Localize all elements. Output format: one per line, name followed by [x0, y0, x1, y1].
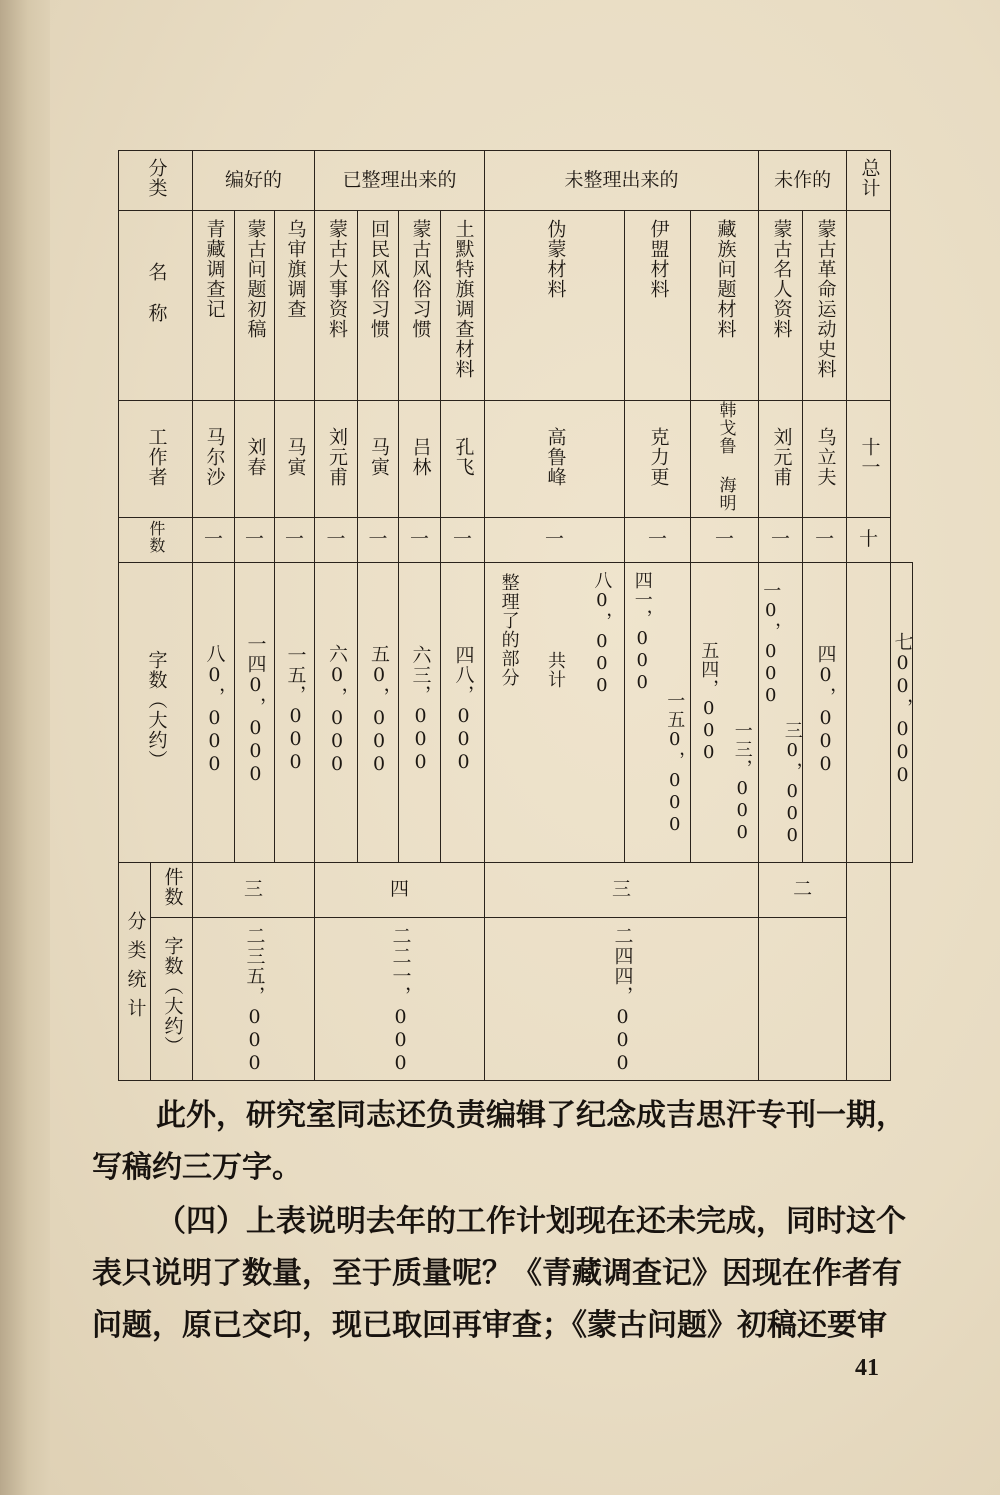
item-author: 高鲁峰: [485, 401, 625, 518]
item-author: 孔飞: [441, 401, 485, 518]
paragraph-section-four: （四）上表说明去年的工作计划现在还未完成，同时这个表只说明了数量，至于质量呢？《青藏调查记》因现在作者有问题，原已交印，现已取回再审查；《蒙古问题》初稿还要审: [92, 1204, 906, 1343]
category-header: 分类: [119, 151, 193, 211]
row-label-name: 名称: [119, 211, 193, 401]
item-author: 马寅: [275, 401, 315, 518]
item-words: 四0，000: [803, 562, 847, 862]
item-words-split: [485, 562, 625, 862]
page-number: 41: [855, 1355, 879, 1381]
words-split-group: [691, 563, 758, 862]
item-name: 蒙古革命运动史料: [803, 211, 847, 401]
item-words: 六0，000: [315, 562, 358, 862]
item-count: 一: [759, 517, 803, 562]
item-count: 一: [235, 517, 275, 562]
item-count: 一: [441, 517, 485, 562]
item-count: 一: [625, 517, 691, 562]
summary-words: 二三五，000: [193, 917, 315, 1080]
words-b: 一五0，000: [664, 690, 686, 836]
summary-words: 二四四，000: [485, 917, 759, 1080]
item-name: 藏族问题材料: [691, 211, 759, 401]
item-name: 伪蒙材料: [485, 211, 625, 401]
statistics-table: [118, 150, 913, 1081]
words-split-group: [759, 563, 802, 862]
words-row: [119, 562, 913, 862]
item-count: 一: [315, 517, 358, 562]
summary-words: 二二一，000: [315, 917, 485, 1080]
summary-words: [759, 917, 847, 1080]
item-words: [847, 562, 891, 862]
item-name: 青藏调查记: [193, 211, 235, 401]
item-author: 马尔沙: [193, 401, 235, 518]
item-name: 土默特旗调查材料: [441, 211, 485, 401]
item-author: 克力更: [625, 401, 691, 518]
group-header-organized: 已整理出来的: [315, 151, 485, 211]
words-c: 三0，000: [781, 720, 803, 847]
total-count: 十: [847, 517, 891, 562]
item-author: 刘元甫: [759, 401, 803, 518]
item-words: 八0，000: [193, 562, 235, 862]
item-words-split: [691, 562, 759, 862]
item-name: 蒙古大事资料: [315, 211, 358, 401]
item-count: 一: [275, 517, 315, 562]
row-label-words: 字数（大约）: [119, 562, 193, 862]
group-header-compiled: 编好的: [193, 151, 315, 211]
summary-count: 三: [193, 862, 315, 917]
row-label-summary: 分类统计: [119, 862, 151, 1080]
name-row: [119, 211, 913, 401]
item-count: 一: [485, 517, 625, 562]
words-a: 四一，000: [631, 570, 653, 694]
item-name: 伊盟材料: [625, 211, 691, 401]
item-words: 四八，000: [441, 562, 485, 862]
item-author: 韩戈鲁 海明: [691, 401, 759, 518]
words-split-group: [625, 563, 690, 862]
item-words-split: [625, 562, 691, 862]
row-label-summary-words: 字数（大约）: [151, 917, 193, 1080]
words-a: 八0，000: [591, 570, 613, 697]
summary-count: 三: [485, 862, 759, 917]
total-words: 七00，000: [891, 562, 913, 862]
words-split-group: [485, 563, 624, 862]
item-name: 回民风俗习惯: [358, 211, 399, 401]
note-organized-part: 整理了的部分: [498, 572, 520, 687]
group-header-not-done: 未作的: [759, 151, 847, 211]
row-label-author: 工作者: [119, 401, 193, 518]
row-label-count: 件数: [119, 517, 193, 562]
item-words: 六三，000: [399, 562, 441, 862]
item-count: 一: [358, 517, 399, 562]
note-total: 共计: [544, 650, 566, 689]
item-words: 一五，000: [275, 562, 315, 862]
summary-count: 二: [759, 862, 847, 917]
words-b: 一0，000: [760, 580, 782, 707]
item-words-split: [759, 562, 803, 862]
total-name-cell: [847, 211, 891, 401]
author-row: [119, 401, 913, 518]
header-row: [119, 151, 913, 211]
summary-total-cell: [847, 862, 891, 1080]
item-name: 乌审旗调查: [275, 211, 315, 401]
item-words: 一四0，000: [235, 562, 275, 862]
item-author: 刘春: [235, 401, 275, 518]
item-name: 蒙古问题初稿: [235, 211, 275, 401]
summary-words-row: [119, 917, 913, 1080]
item-count: 一: [399, 517, 441, 562]
item-author: 乌立夫: [803, 401, 847, 518]
words-b: 一三，000: [731, 720, 753, 844]
item-name: 蒙古风俗习惯: [399, 211, 441, 401]
item-count: 一: [691, 517, 759, 562]
words-a: 五四，000: [698, 640, 720, 764]
summary-count: 四: [315, 862, 485, 917]
item-author: 吕林: [399, 401, 441, 518]
paragraph-editorial-note: 此外，研究室同志还负责编辑了纪念成吉思汗专刊一期，写稿约三万字。: [92, 1098, 906, 1185]
item-count: 一: [803, 517, 847, 562]
item-count: 一: [193, 517, 235, 562]
item-author: 刘元甫: [315, 401, 358, 518]
summary-count-row: [119, 862, 913, 917]
total-header: 总计: [847, 151, 891, 211]
row-label-summary-count: 件数: [151, 862, 193, 917]
item-words: 五0，000: [358, 562, 399, 862]
item-name: 蒙古名人资料: [759, 211, 803, 401]
item-author: 马寅: [358, 401, 399, 518]
count-row: [119, 517, 913, 562]
group-header-unorganized: 未整理出来的: [485, 151, 759, 211]
total-author: 十一: [847, 401, 891, 518]
